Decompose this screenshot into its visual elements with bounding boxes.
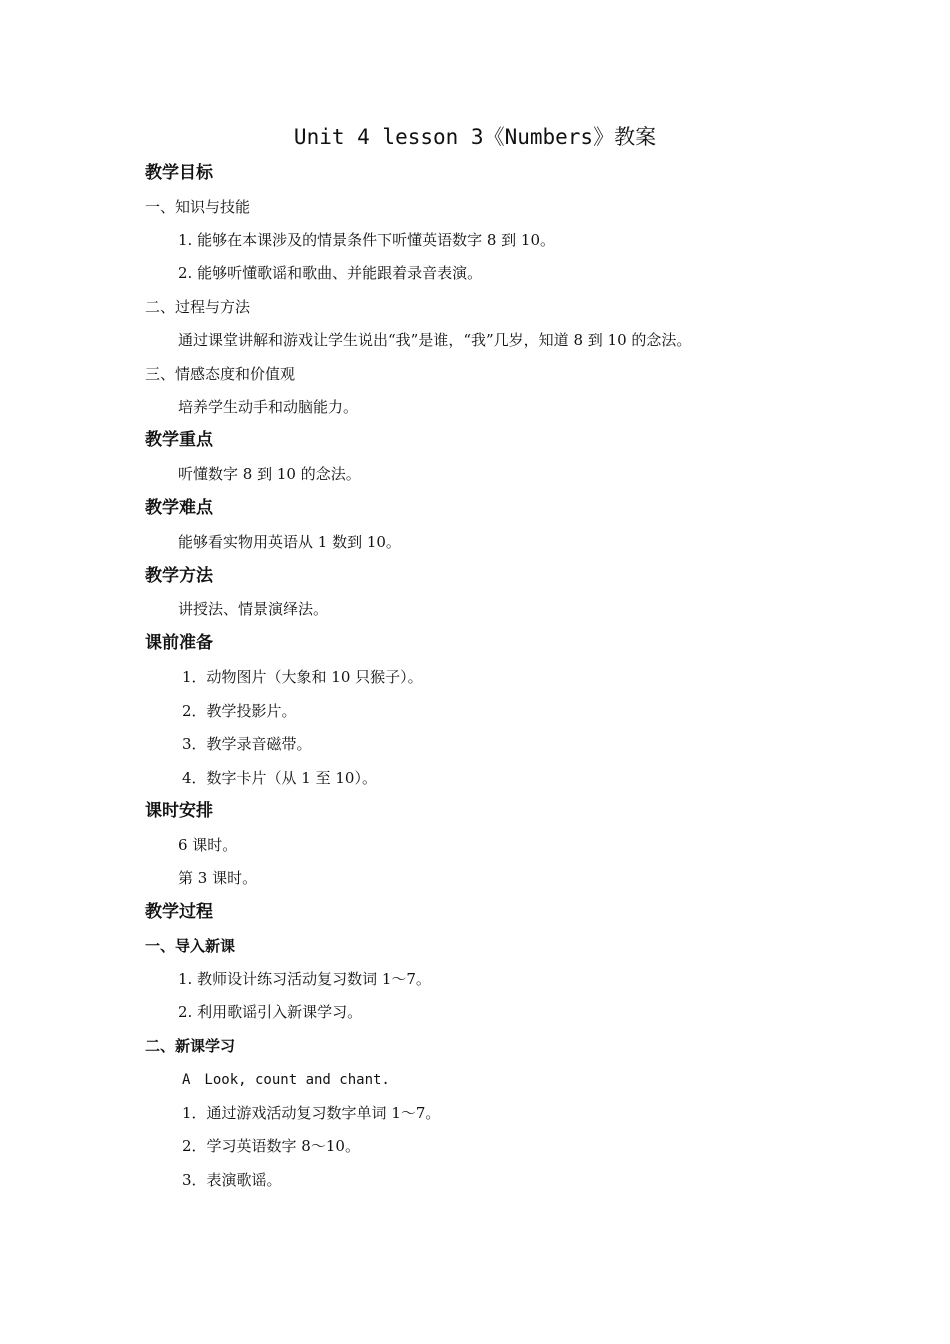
part-a-text: A Look, count and chant. <box>182 1072 390 1088</box>
schedule-heading: 课时安排 <box>145 801 213 821</box>
process-heading: 教学过程 <box>145 902 213 922</box>
knowledge-item: 1. 能够在本课涉及的情景条件下听懂英语数字 8 到 10。 <box>178 231 556 249</box>
process-method-text: 通过课堂讲解和游戏让学生说出“我”是谁，“我”几岁，知道 8 到 10 的念法。 <box>178 331 692 349</box>
intro-item: 1. 教师设计练习活动复习数词 1～7。 <box>178 970 431 988</box>
emotion-text: 培养学生动手和动脑能力。 <box>178 398 359 416</box>
goals-heading: 教学目标 <box>145 163 213 183</box>
knowledge-heading: 一、知识与技能 <box>145 198 251 216</box>
new-lesson-heading: 二、新课学习 <box>145 1037 236 1055</box>
methods-heading: 教学方法 <box>145 566 213 586</box>
key-points-heading: 教学重点 <box>145 430 213 450</box>
schedule-current: 第 3 课时。 <box>178 869 258 887</box>
intro-item: 2. 利用歌谣引入新课学习。 <box>178 1003 363 1021</box>
preparation-item: 3．教学录音磁带。 <box>182 735 312 753</box>
difficulties-text: 能够看实物用英语从 1 数到 10。 <box>178 533 401 551</box>
preparation-item: 2．教学投影片。 <box>182 702 297 720</box>
methods-text: 讲授法、情景演绎法。 <box>178 600 329 618</box>
difficulties-heading: 教学难点 <box>145 498 213 518</box>
key-points-text: 听懂数字 8 到 10 的念法。 <box>178 465 361 483</box>
preparation-heading: 课前准备 <box>145 633 213 653</box>
knowledge-item: 2. 能够听懂歌谣和歌曲、并能跟着录音表演。 <box>178 264 483 282</box>
emotion-heading: 三、情感态度和价值观 <box>145 365 296 383</box>
preparation-item: 4．数字卡片（从 1 至 10）。 <box>182 769 377 787</box>
new-lesson-item: 1．通过游戏活动复习数字单词 1～7。 <box>182 1104 441 1122</box>
new-lesson-item: 2．学习英语数字 8～10。 <box>182 1137 360 1155</box>
preparation-item: 1．动物图片（大象和 10 只猴子）。 <box>182 668 423 686</box>
schedule-total: 6 课时。 <box>178 836 238 854</box>
process-method-heading: 二、过程与方法 <box>145 298 251 316</box>
intro-heading: 一、导入新课 <box>145 937 236 955</box>
document-title: Unit 4 lesson 3《Numbers》教案 <box>293 125 657 149</box>
new-lesson-item: 3．表演歌谣。 <box>182 1171 282 1189</box>
